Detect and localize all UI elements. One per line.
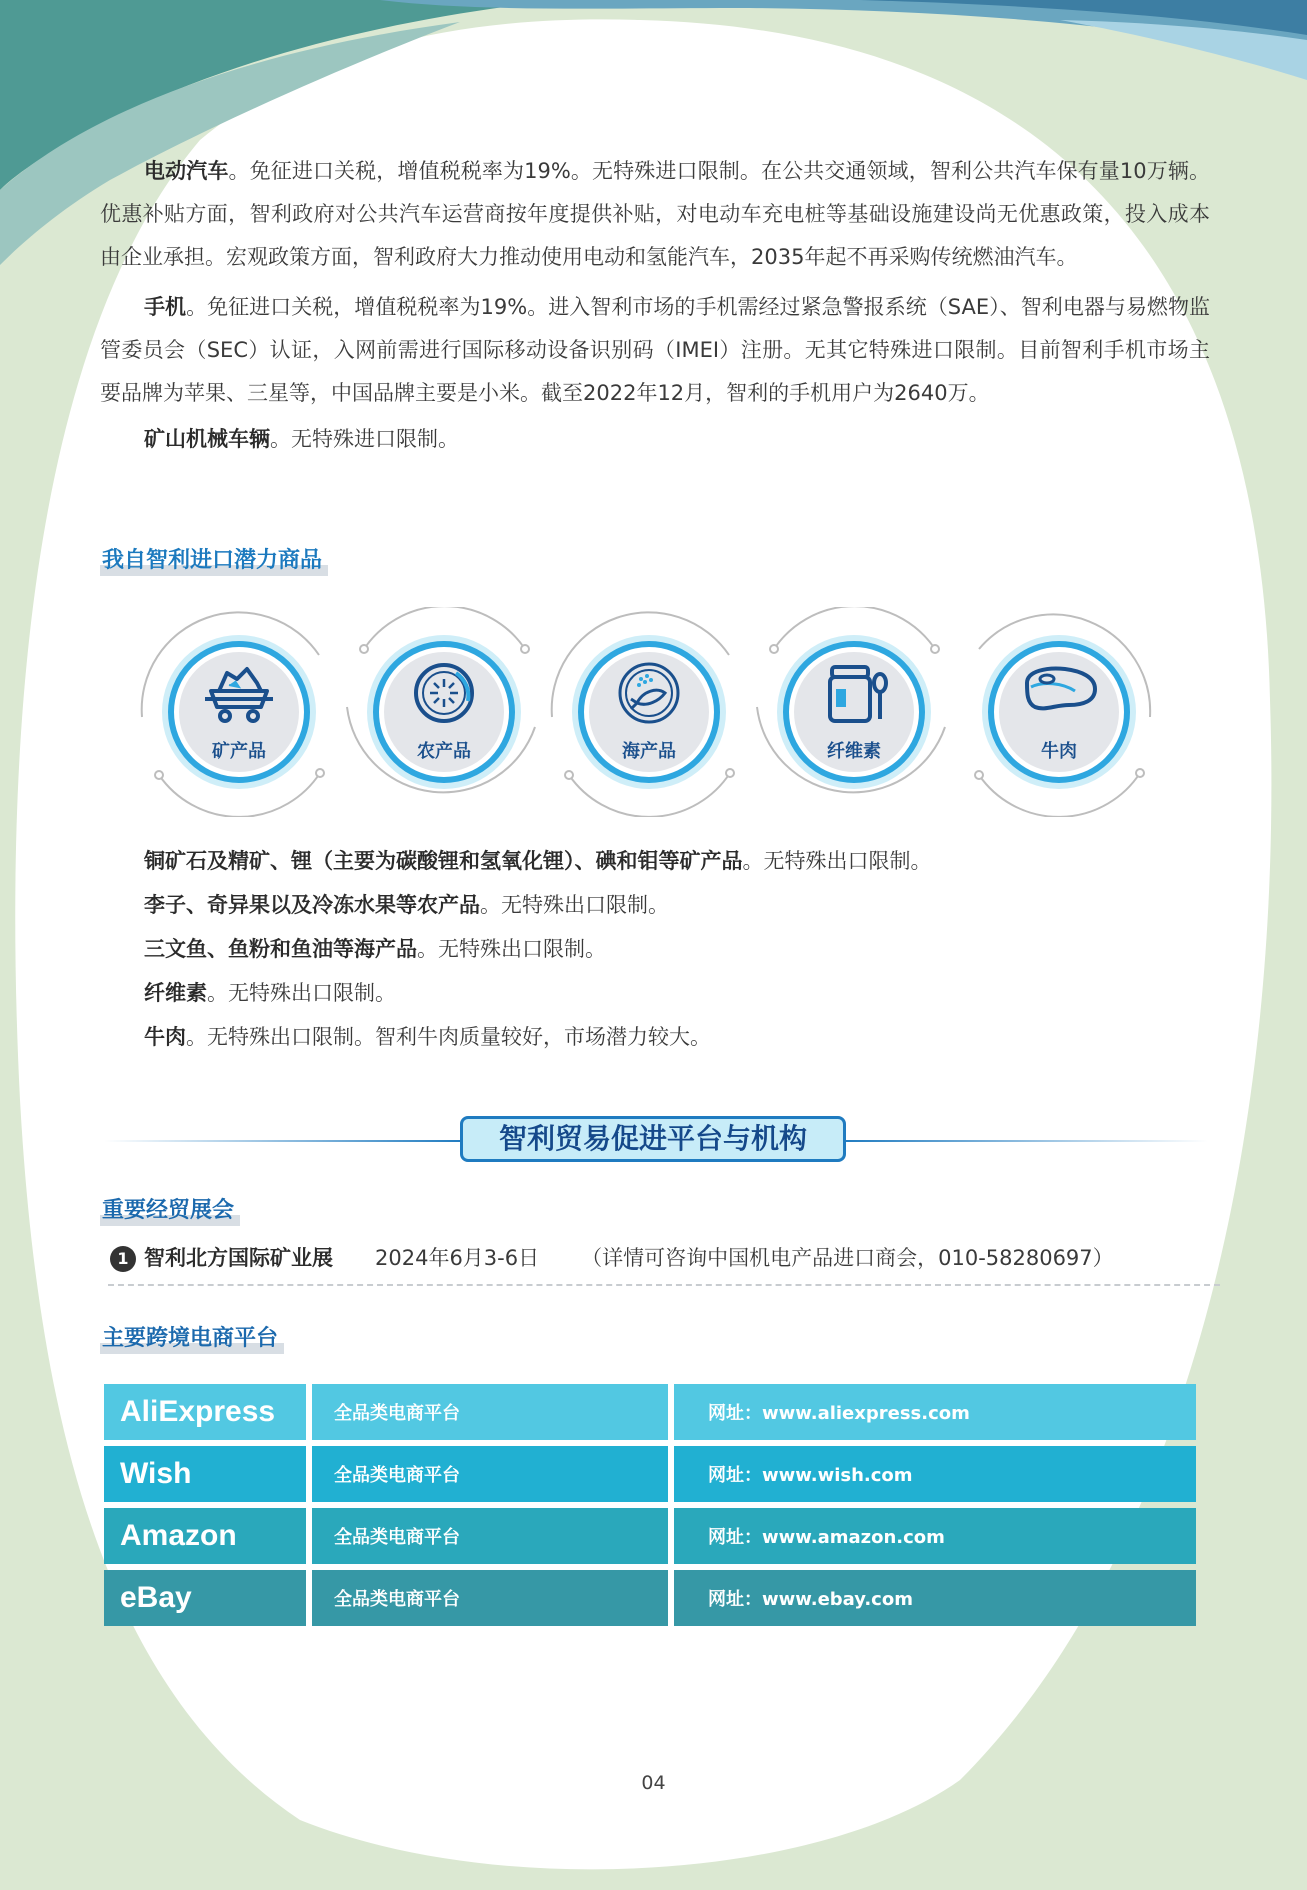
banner-line-right xyxy=(842,1140,1208,1142)
section-title-expo: 重要经贸展会 xyxy=(100,1193,240,1226)
cellulose-jar-icon xyxy=(814,661,894,725)
item-body: 。无特殊出口限制。 xyxy=(417,937,606,961)
platform-name: Wish xyxy=(104,1446,306,1502)
table-row xyxy=(104,1446,1196,1502)
section-title-potential: 我自智利进口潜力商品 xyxy=(100,543,328,576)
icon-item-seafood xyxy=(544,607,754,817)
potential-item xyxy=(144,846,932,876)
platform-url[interactable]: 网址：www.amazon.com xyxy=(674,1508,1196,1564)
page-number: 04 xyxy=(641,1772,666,1794)
expo-item xyxy=(110,1243,1114,1273)
platform-name: AliExpress xyxy=(104,1384,306,1440)
beef-steak-icon xyxy=(1019,661,1099,725)
paragraph-mining xyxy=(100,418,1210,461)
platform-type: 全品类电商平台 xyxy=(312,1508,668,1564)
paragraph-body: 。免征进口关税，增值税税率为19%。进入智利市场的手机需经过紧急警报系统（SAE）、智利电器与易燃物监管委员会（SEC）认证，入网前需进行国际移动设备识别码（IMEI）注册。无其它特殊进口限制。目前智利手机市场主要品牌为苹果、三星等，中国品牌主要是小米。截至2022年12月，智利的手机用户为2640万。 xyxy=(100,295,1210,405)
platform-type: 全品类电商平台 xyxy=(312,1384,668,1440)
item-lead: 三文鱼、鱼粉和鱼油等海产品 xyxy=(144,937,417,961)
platform-name: eBay xyxy=(104,1570,306,1626)
item-body: 。无特殊出口限制。 xyxy=(207,981,396,1005)
paragraph-ev xyxy=(100,150,1210,279)
section-title-ecommerce: 主要跨境电商平台 xyxy=(100,1321,284,1354)
icon-item-agriculture xyxy=(339,607,549,817)
platform-name: Amazon xyxy=(104,1508,306,1564)
potential-item xyxy=(144,890,669,920)
platform-type: 全品类电商平台 xyxy=(312,1446,668,1502)
platform-url[interactable]: 网址：www.ebay.com xyxy=(674,1570,1196,1626)
icon-label: 海产品 xyxy=(622,741,676,762)
icon-item-cellulose xyxy=(749,607,959,817)
number-badge: 1 xyxy=(110,1246,136,1272)
item-lead: 纤维素 xyxy=(144,981,207,1005)
banner-line-left xyxy=(104,1140,464,1142)
potential-item xyxy=(144,1022,711,1052)
dashed-divider xyxy=(108,1284,1220,1286)
item-body: 。无特殊出口限制。 xyxy=(742,849,932,873)
item-body: 。无特殊出口限制。智利牛肉质量较好，市场潜力较大。 xyxy=(186,1025,711,1049)
icon-label: 矿产品 xyxy=(212,741,266,762)
expo-name: 智利北方国际矿业展 xyxy=(144,1246,333,1270)
platform-type: 全品类电商平台 xyxy=(312,1570,668,1626)
mineral-cart-icon xyxy=(199,661,279,725)
potential-item xyxy=(144,934,606,964)
paragraph-lead: 矿山机械车辆 xyxy=(144,427,270,451)
potential-item xyxy=(144,978,396,1008)
icon-item-beef xyxy=(954,607,1164,817)
paragraph-lead: 手机 xyxy=(144,295,187,319)
paragraph-phone xyxy=(100,286,1210,415)
kiwi-fruit-icon xyxy=(404,661,484,725)
icon-label: 牛肉 xyxy=(1041,741,1077,762)
item-lead: 李子、奇异果以及冷冻水果等农产品 xyxy=(144,893,480,917)
icon-item-mineral xyxy=(134,607,344,817)
icon-label: 农产品 xyxy=(417,741,471,762)
seafood-plate-icon xyxy=(609,661,689,725)
section-banner: 智利贸易促进平台与机构 xyxy=(460,1116,846,1162)
table-row xyxy=(104,1508,1196,1564)
platform-url[interactable]: 网址：www.aliexpress.com xyxy=(674,1384,1196,1440)
item-body: 。无特殊出口限制。 xyxy=(480,893,669,917)
item-lead: 铜矿石及精矿、锂（主要为碳酸锂和氢氧化锂）、碘和钼等矿产品 xyxy=(144,849,743,873)
paragraph-body: 。免征进口关税，增值税税率为19%。无特殊进口限制。在公共交通领域，智利公共汽车保有量10万辆。优惠补贴方面，智利政府对公共汽车运营商按年度提供补贴，对电动车充电桩等基础设施建设尚无优惠政策，投入成本由企业承担。宏观政策方面，智利政府大力推动使用电动和氢能汽车，2035年起不再采购传统燃油汽车。 xyxy=(100,159,1210,269)
table-row xyxy=(104,1384,1196,1440)
potential-icon-row xyxy=(134,607,1174,817)
ecommerce-table xyxy=(98,1378,1202,1632)
item-lead: 牛肉 xyxy=(144,1025,186,1049)
expo-note: （详情可咨询中国机电产品进口商会，010-58280697） xyxy=(581,1246,1114,1270)
icon-label: 纤维素 xyxy=(827,741,881,762)
paragraph-lead: 电动汽车 xyxy=(144,159,229,183)
table-row xyxy=(104,1570,1196,1626)
expo-date: 2024年6月3-6日 xyxy=(375,1246,540,1270)
paragraph-body: 。无特殊进口限制。 xyxy=(270,427,459,451)
platform-url[interactable]: 网址：www.wish.com xyxy=(674,1446,1196,1502)
